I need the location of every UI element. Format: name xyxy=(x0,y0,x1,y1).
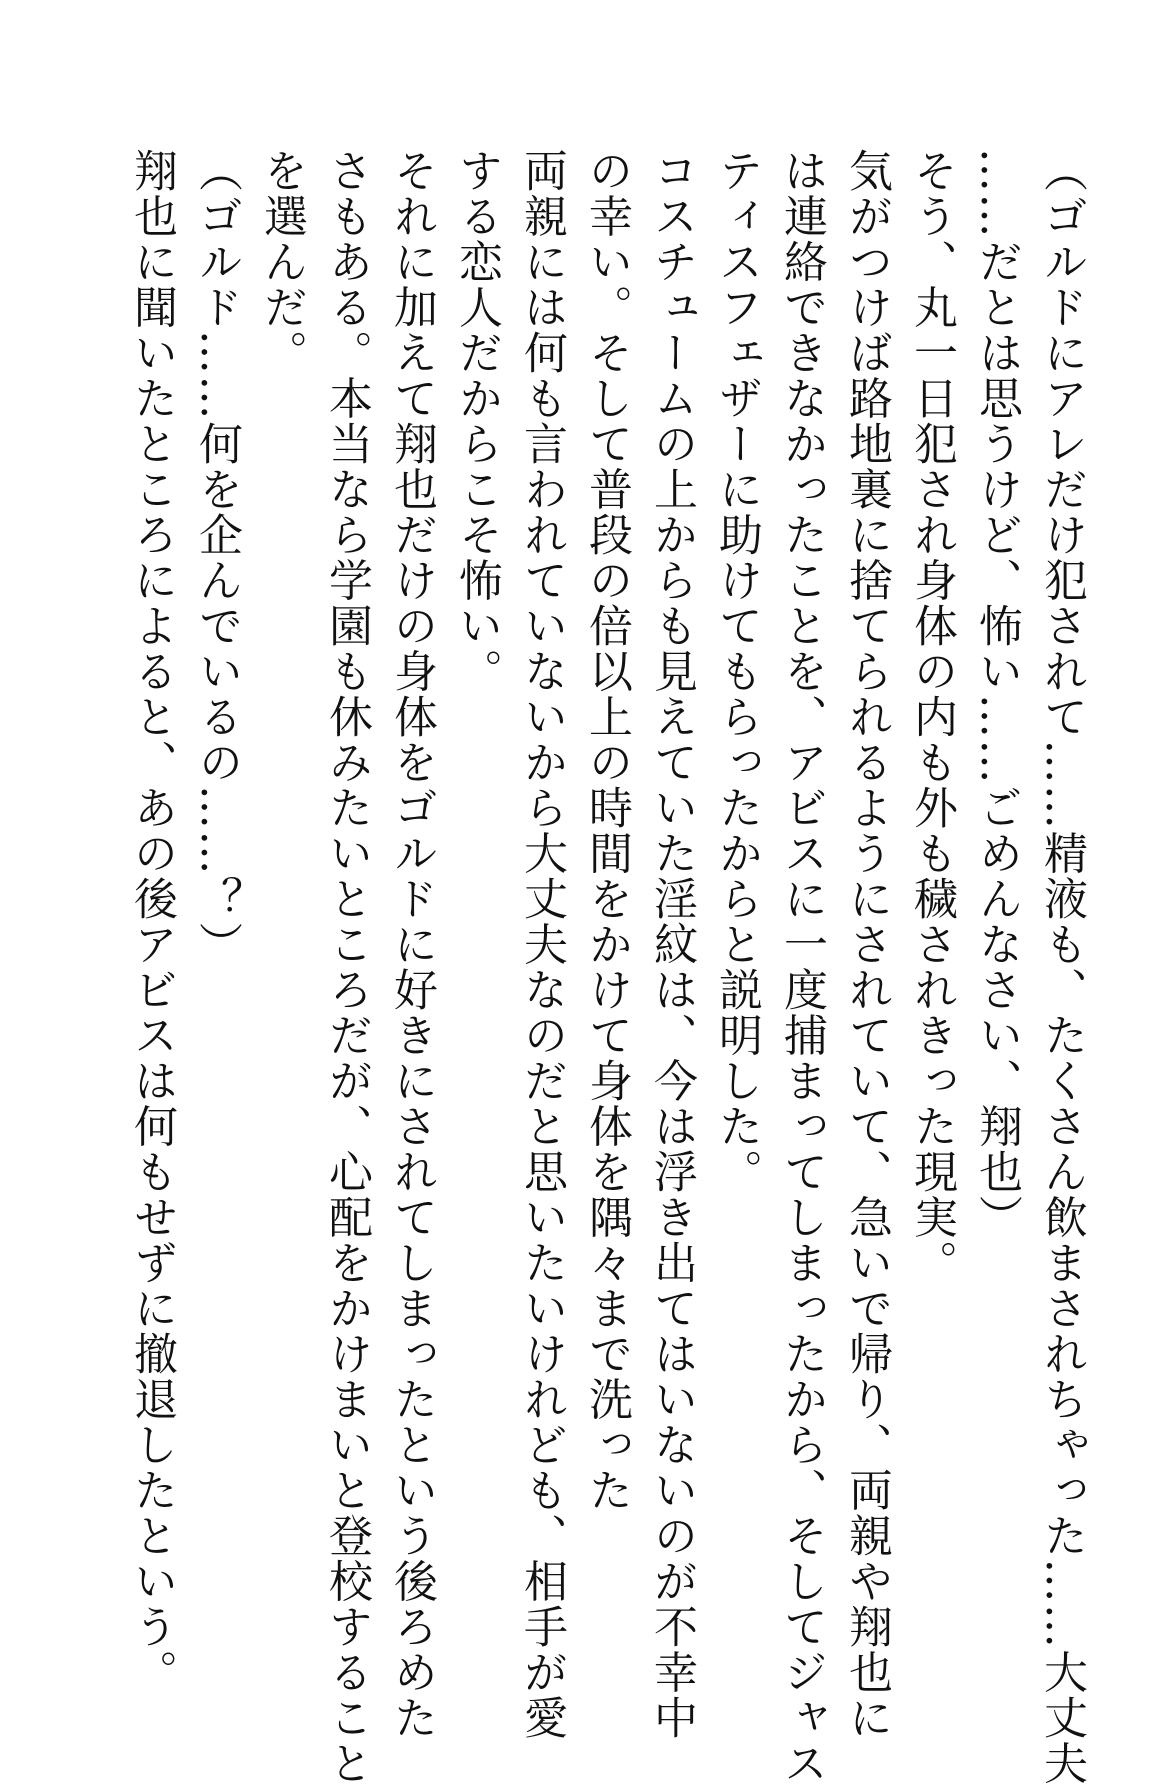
text-line: は連絡できなかったことを、アビスに一度捕まってしまったから、そしてジャス xyxy=(776,148,827,1786)
text-line: それに加えて翔也だけの身体をゴルドに好きにされてしまったという後ろめた xyxy=(386,148,437,1741)
vertical-text-body xyxy=(119,148,1094,1786)
text-line: （ゴルド……何を企んでいるの……？） xyxy=(191,148,242,967)
text-line: の幸い。そして普段の倍以上の時間をかけて身体を隅々まで洗った xyxy=(581,148,632,1513)
text-line: ……だとは思うけど、怖い……ごめんなさい、翔也） xyxy=(971,148,1022,1240)
text-line: （ゴルドにアレだけ犯されて……精液も、たくさん飲まされちゃった……大丈夫 xyxy=(1036,148,1087,1786)
text-line: ティスフェザーに助けてもらったからと説明した。 xyxy=(711,148,762,1195)
text-line: 気がつけば路地裏に捨てられるようにされていて、急いで帰り、両親や翔也に xyxy=(841,148,892,1741)
text-line: 両親には何も言われていないから大丈夫なのだと思いたいけれども、相手が愛 xyxy=(516,148,567,1741)
text-line: さもある。本当なら学園も休みたいところだが、心配をかけまいと登校すること xyxy=(321,148,372,1786)
text-line: コスチュームの上からも見えていた淫紋は、今は浮き出てはいないのが不幸中 xyxy=(646,148,697,1741)
text-line: そう、丸一日犯され身体の内も外も穢されきった現実。 xyxy=(906,148,957,1286)
text-line: する恋人だからこそ怖い。 xyxy=(451,148,502,694)
text-line: を選んだ。 xyxy=(256,148,307,376)
text-line: 翔也に聞いたところによると、あの後アビスは何もせずに撤退したという。 xyxy=(126,148,177,1695)
